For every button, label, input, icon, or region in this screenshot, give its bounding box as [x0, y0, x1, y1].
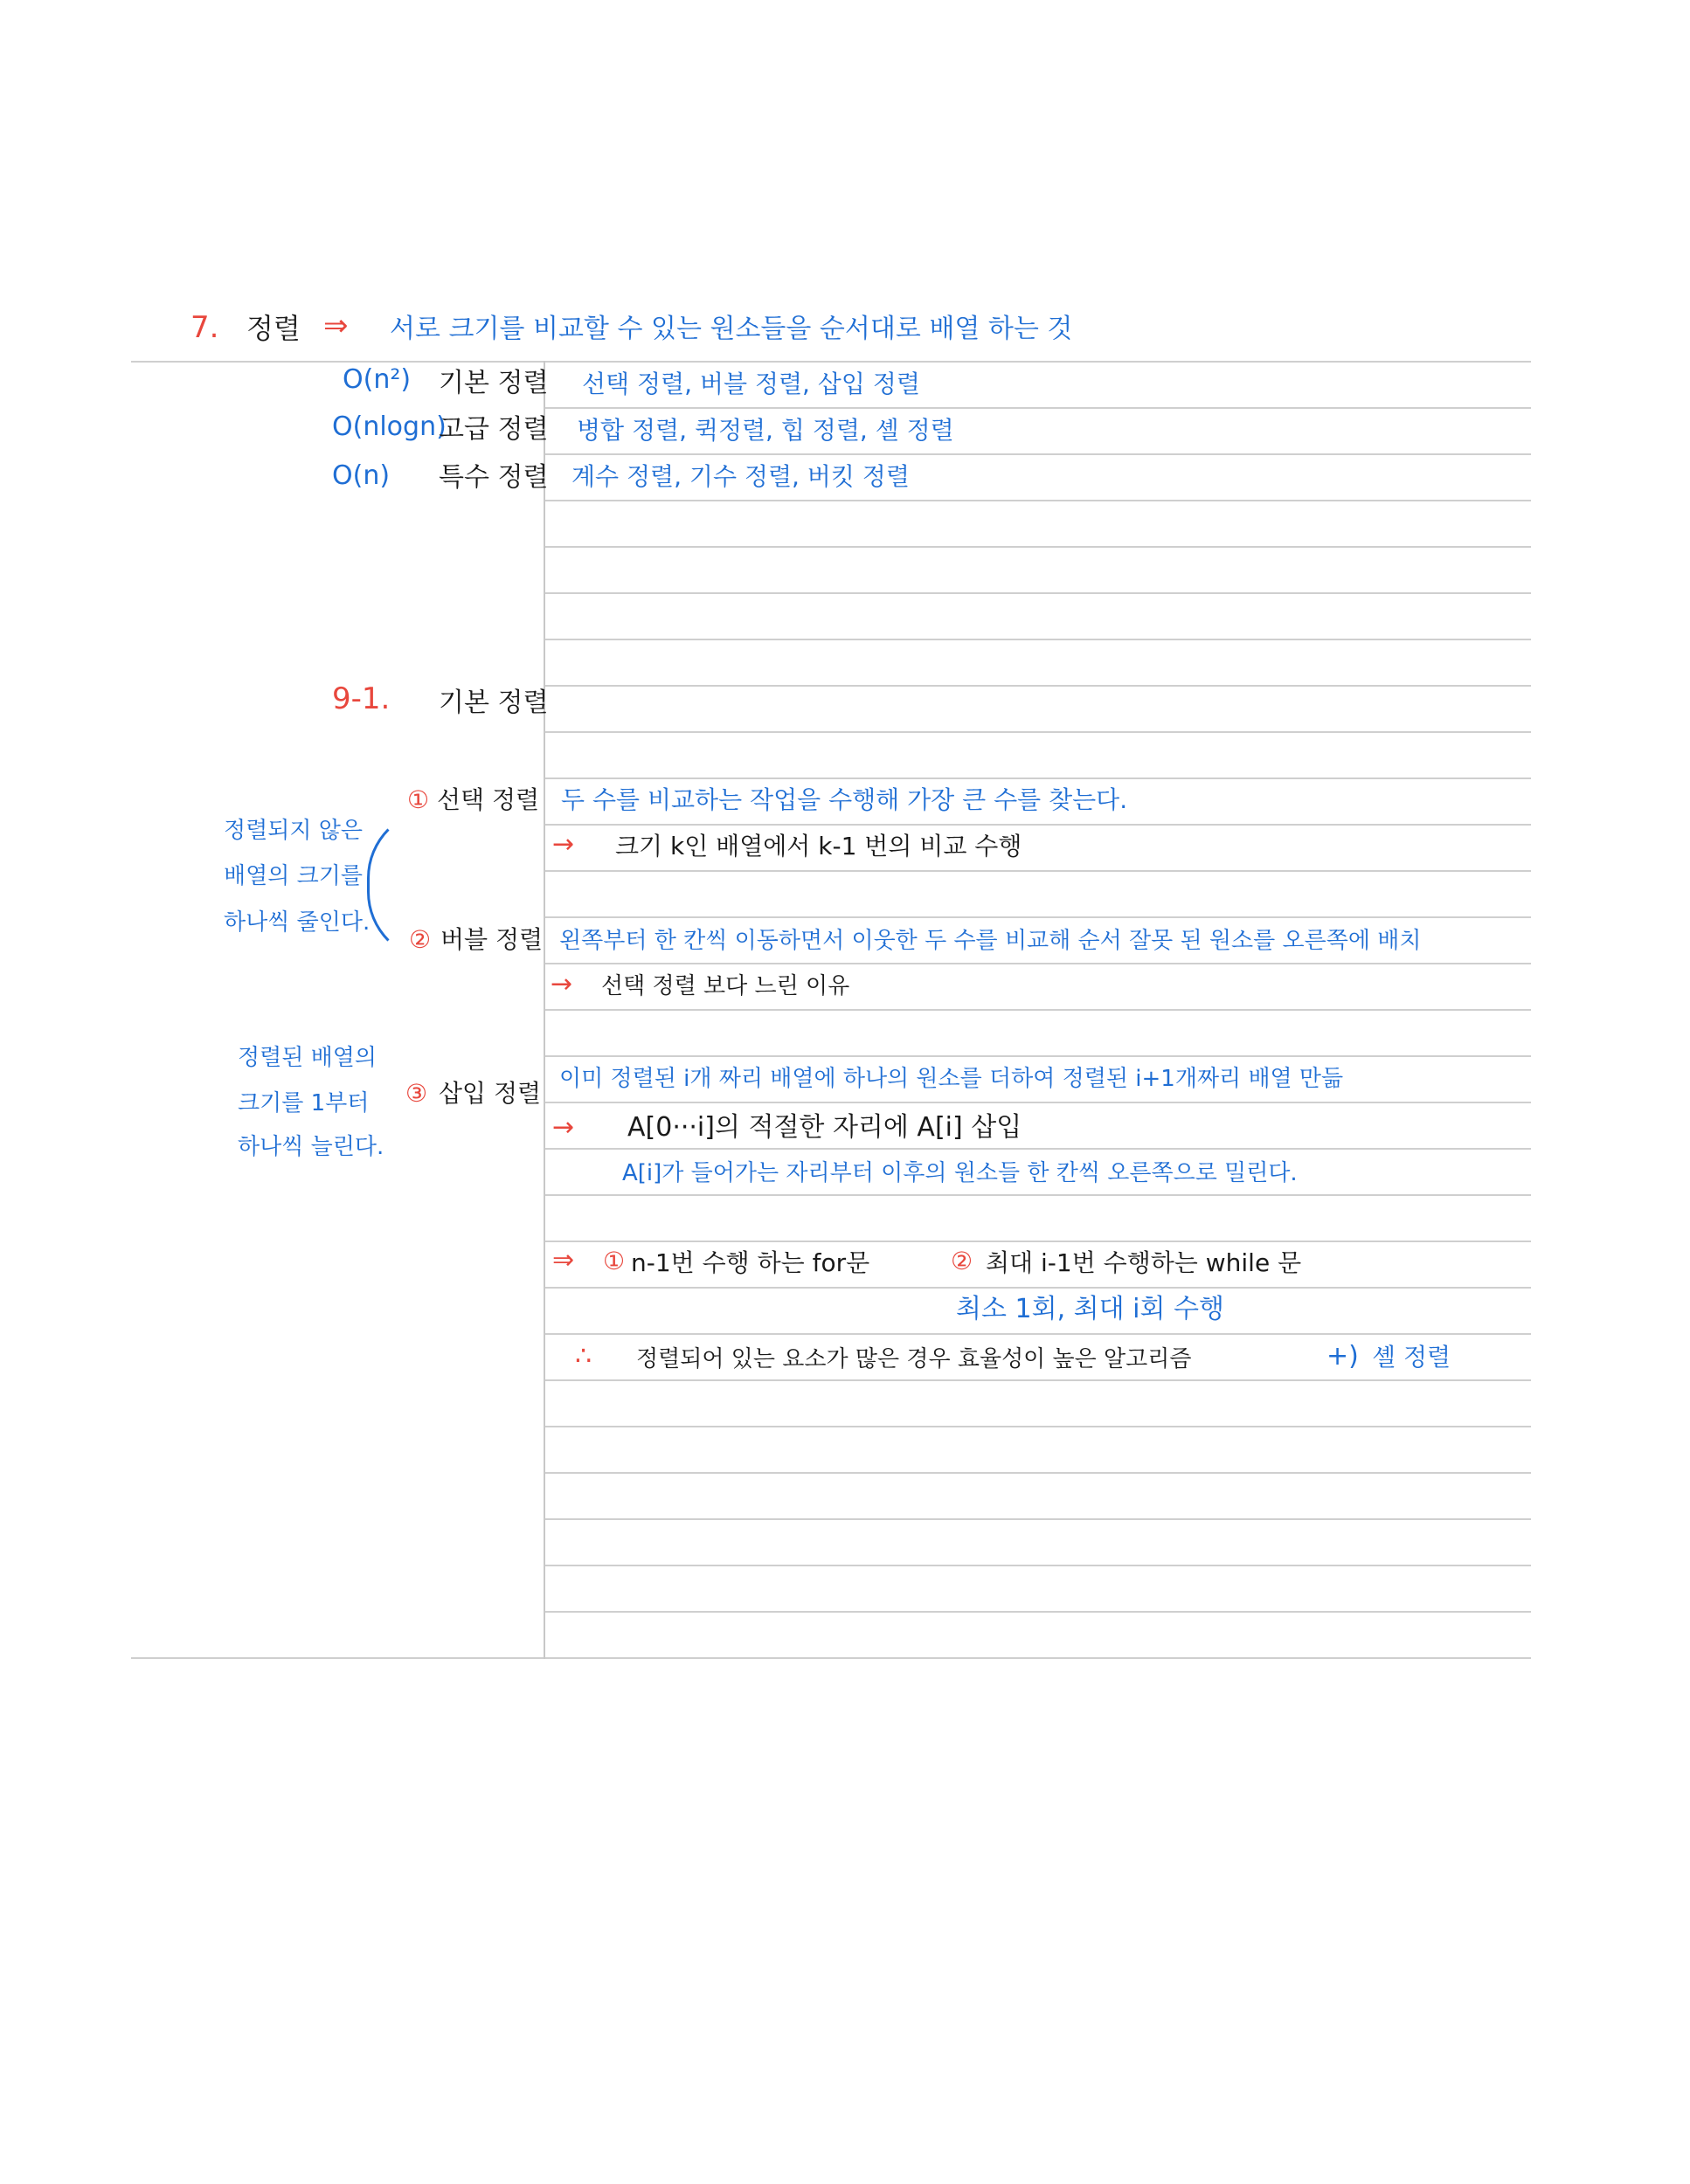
rule: [544, 685, 1531, 687]
left-note-grow: 크기를 1부터: [238, 1090, 370, 1116]
complexity-name: 기본 정렬: [439, 368, 549, 398]
rule: [544, 963, 1531, 964]
complexity-examples: 계수 정렬, 기수 정렬, 버킷 정렬: [571, 462, 910, 491]
rule: [544, 1333, 1531, 1335]
rule: [544, 916, 1531, 918]
section-heading: 기본 정렬: [439, 688, 549, 718]
rule: [544, 1055, 1531, 1057]
rule: [544, 1518, 1531, 1520]
left-note-shrink: 하나씩 줄인다.: [224, 909, 371, 936]
title-number: 7.: [190, 310, 219, 345]
rule: [544, 1426, 1531, 1427]
loop-sub: 최소 1회, 최대 i회 수행: [956, 1294, 1224, 1324]
rule: [544, 546, 1531, 548]
insertion-marker: ③: [405, 1079, 428, 1108]
loop-marker-2: ②: [951, 1247, 973, 1275]
rule: [544, 592, 1531, 594]
selection-note: 크기 k인 배열에서 k-1 번의 비교 수행: [615, 832, 1022, 860]
insertion-name: 삽입 정렬: [439, 1079, 542, 1108]
rule: [544, 1241, 1531, 1242]
therefore-icon: ∴: [575, 1341, 592, 1372]
rule: [544, 1194, 1531, 1196]
conclusion: 정렬되어 있는 요소가 많은 경우 효율성이 높은 알고리즘: [636, 1346, 1192, 1372]
bubble-name: 버블 정렬: [440, 925, 544, 954]
rule: [544, 500, 1531, 501]
bubble-desc: 왼쪽부터 한 칸씩 이동하면서 이웃한 두 수를 비교해 순서 잘못 된 원소를 오른쪽에 배치: [559, 928, 1422, 954]
rule: [544, 407, 1531, 409]
complexity-name: 특수 정렬: [439, 462, 549, 493]
rule: [544, 1009, 1531, 1011]
rule: [544, 1379, 1531, 1381]
left-note-grow: 정렬된 배열의: [238, 1045, 377, 1071]
rule-top: [131, 361, 1531, 363]
rule: [544, 1287, 1531, 1289]
selection-note-arrow: →: [552, 829, 575, 860]
selection-desc: 두 수를 비교하는 작업을 수행해 가장 큰 수를 찾는다.: [561, 785, 1128, 814]
rule: [544, 1565, 1531, 1566]
complexity-order: O(n²): [343, 364, 412, 395]
rule: [544, 870, 1531, 872]
insertion-note1-arrow: →: [552, 1112, 575, 1143]
loop-text-2: 최대 i-1번 수행하는 while 문: [986, 1248, 1302, 1277]
title-heading: 정렬: [246, 312, 301, 345]
complexity-examples: 선택 정렬, 버블 정렬, 삽입 정렬: [582, 370, 920, 398]
insertion-desc: 이미 정렬된 i개 짜리 배열에 하나의 원소를 더하여 정렬된 i+1개짜리 배열 만듦: [559, 1066, 1344, 1092]
rule: [544, 778, 1531, 779]
title-definition: 서로 크기를 비교할 수 있는 원소들을 순서대로 배열 하는 것: [390, 314, 1073, 344]
complexity-order: O(n): [332, 460, 391, 491]
left-note-shrink: 배열의 크기를: [224, 863, 363, 889]
bubble-note: 선택 정렬 보다 느린 이유: [601, 973, 850, 999]
rule: [544, 731, 1531, 733]
loop-arrow: ⇒: [552, 1245, 575, 1275]
section-number: 9-1.: [332, 681, 391, 716]
margin-line: [544, 361, 545, 1659]
complexity-order: O(nlogn): [332, 411, 447, 442]
rule: [544, 639, 1531, 640]
insertion-note2: A[i]가 들어가는 자리부터 이후의 원소들 한 칸씩 오른쪽으로 밀린다.: [622, 1160, 1298, 1186]
rule: [544, 1102, 1531, 1103]
selection-marker: ①: [407, 785, 430, 814]
rule: [544, 1611, 1531, 1613]
complexity-examples: 병합 정렬, 퀵정렬, 힙 정렬, 셸 정렬: [577, 416, 954, 445]
rule-bottom: [131, 1657, 1531, 1659]
complexity-name: 고급 정렬: [439, 414, 549, 445]
left-note-grow: 하나씩 늘린다.: [238, 1134, 384, 1160]
plus-marker: +): [1326, 1341, 1359, 1372]
rule: [544, 1148, 1531, 1150]
loop-text: n-1번 수행 하는 for문: [631, 1248, 870, 1277]
rule: [544, 824, 1531, 826]
plus-note: 셸 정렬: [1372, 1343, 1451, 1372]
left-note-shrink: 정렬되지 않은: [224, 818, 363, 844]
bubble-marker: ②: [409, 925, 432, 954]
rule: [544, 1472, 1531, 1474]
rule: [544, 453, 1531, 455]
bubble-note-arrow: →: [551, 969, 573, 999]
insertion-note1: A[0···i]의 적절한 자리에 A[i] 삽입: [627, 1112, 1022, 1143]
loop-marker: ①: [603, 1247, 626, 1275]
selection-name: 선택 정렬: [437, 785, 540, 814]
title-arrow: ⇒: [323, 308, 349, 343]
